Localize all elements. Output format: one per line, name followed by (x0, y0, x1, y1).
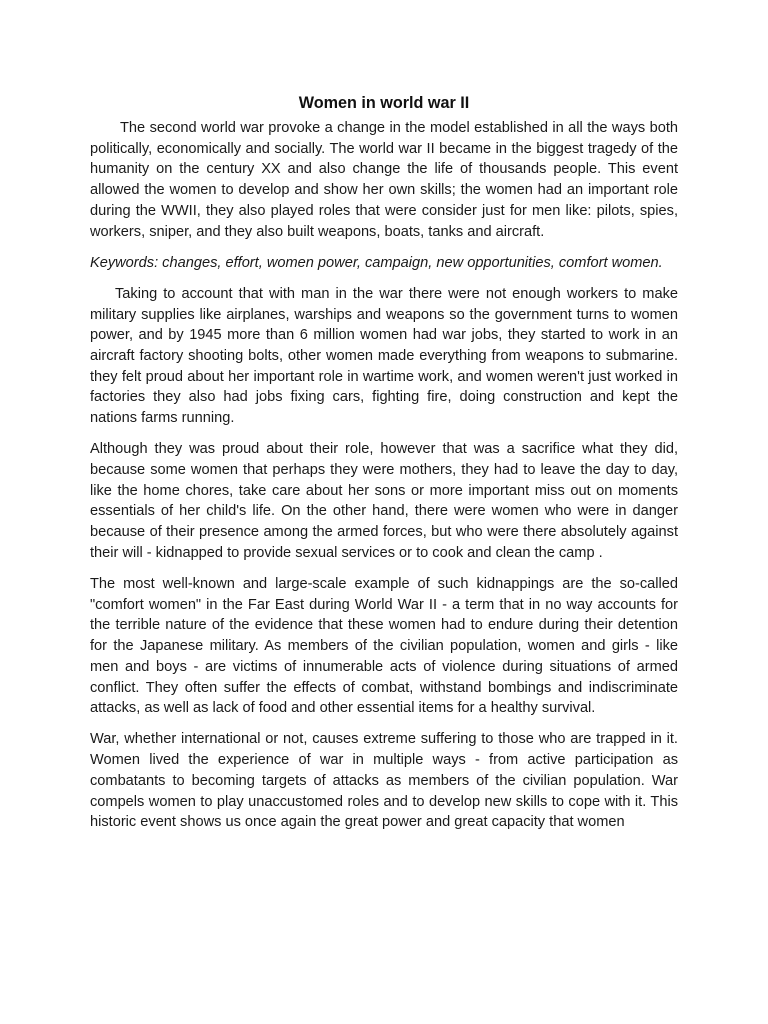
body-paragraph-war-jobs: Taking to account that with man in the war there were not enough workers to make military supplies like airplanes, warships and weapons so the government turns to women power, and by 1945 more than 6 million women had war jobs, they started to work in an aircraft factory shooting bolts, other women made everything from weapons to submarine. they felt proud about her important role in wartime work, and women weren't just worked in factories they also had jobs fixing cars, fighting fire, doing construction and kept the nations farms running. (90, 285, 678, 427)
body-paragraph-sacrifice: Although they was proud about their role, however that was a sacrifice what they did, because some women that perhaps they were mothers, they had to leave the day to day, like the home chores, take care about her sons or more important miss out on moments essentials of her child's life. On the other hand, there were women who were in danger because of their presence among the armed forces, but who were there absolutely against their will - kidnapped to provide sexual services or to cook and clean the camp . (90, 441, 678, 561)
body-paragraph-comfort-women: The most well-known and large-scale example of such kidnappings are the so-called "comfort women" in the Far East during World War II - a term that in no way accounts for the terrible nature of the evidence that these women had to endure during their detention for the Japanese military. As members of the civilian population, women and girls - like men and boys - are victims of innumerable acts of violence during situations of armed conflict. They often suffer the effects of combat, withstand bombings and indiscriminate attacks, as well as lack of food and other essential items for a healthy survival. (90, 576, 678, 717)
intro-paragraph: The second world war provoke a change in the model established in all the ways both politically, economically and socially. The world war II became in the biggest tragedy of the humanity on the century XX and also change the life of thousands people. This event allowed the women to develop and show her own skills; the women had an important role during the WWII, they also played roles that were consider just for men like: pilots, spies, workers, sniper, and they also built weapons, boats, tanks and aircraft. (90, 120, 678, 240)
body-paragraph-war-suffering: War, whether international or not, causes extreme suffering to those who are trapped in it. Women lived the experience of war in multiple ways - from active participation as combatants to becoming targets of attacks as members of the civilian population. War compels women to play unaccustomed roles and to develop new skills to cope with it. This historic event shows us once again the great power and great capacity that women (90, 731, 678, 831)
keywords-paragraph: Keywords: changes, effort, women power, campaign, new opportunities, comfort women. (90, 254, 663, 271)
document-body (90, 92, 678, 844)
document-title: Women in world war II (298, 94, 470, 112)
